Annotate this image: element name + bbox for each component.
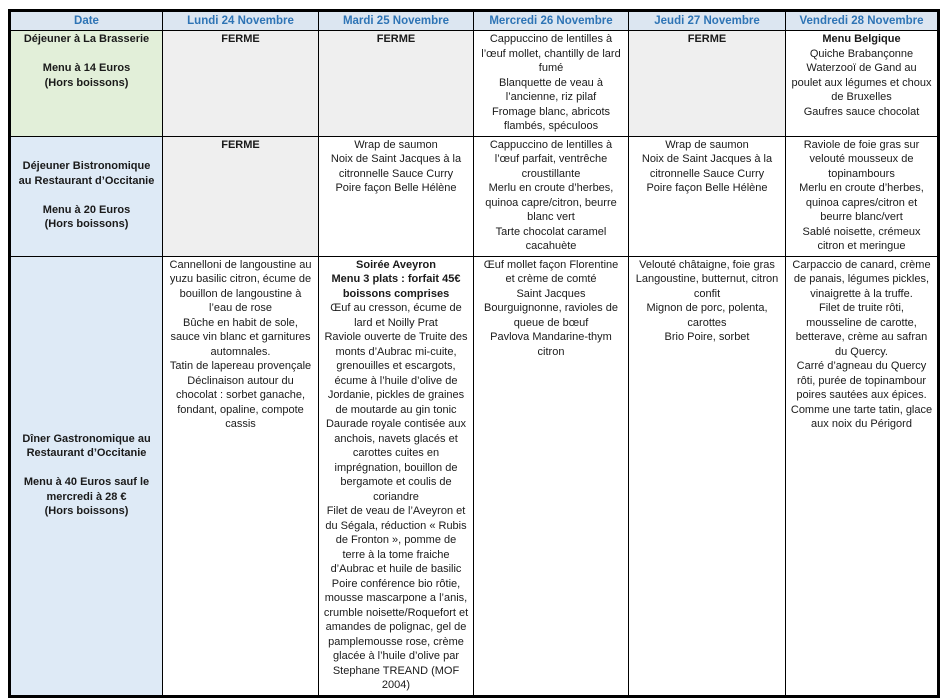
row-label-bistronomic-lunch: Déjeuner Bistronomique au Restaurant d’Occitanie Menu à 20 Euros (Hors boissons) (10, 136, 163, 256)
header-cell-date: Date (10, 11, 163, 31)
header-cell-tuesday: Mardi 25 Novembre (319, 11, 474, 31)
row-label-gastronomic-dinner: Dîner Gastronomique au Restaurant d’Occitanie Menu à 40 Euros sauf le mercredi à 28 € (Hors boissons) (10, 256, 163, 696)
header-cell-friday: Vendredi 28 Novembre (786, 11, 939, 31)
row-label-brasserie-lunch: Déjeuner à La Brasserie Menu à 14 Euros (Hors boissons) (10, 31, 163, 137)
menu-cell-tuesday: FERME (319, 31, 474, 137)
menu-cell-friday: Carpaccio de canard, crème de panais, légumes pickles, vinaigrette à la truffe. Filet de truite rôti, mousseline de carotte, betterave, crème au safran du Quercy. Carré d’agneau du Quercy rôti, purée de topinambour poires sautées aux épices. Comme une tarte tatin, glace aux noix du Périgord (786, 256, 939, 696)
header-row (10, 11, 939, 31)
menu-cell-thursday: FERME (629, 31, 786, 137)
menu-cell-tuesday: Soirée Aveyron Menu 3 plats : forfait 45€ boissons comprises Œuf au cresson, écume de lard et Noilly Prat Raviole ouverte de Truite des monts d’Aubrac mi-cuite, grenouilles et escargots, écume à l’huile d’olive de Jordanie, pickles de graines de moutarde au gin tonic Daurade royale contisée aux anchois, navets glacés et carottes cuites en imprégnation, bouillon de bergamote et coulis de coriandre Filet de veau de l’Aveyron et du Ségala, réduction « Rubis de Fronton », pomme de terre à la tome fraiche d’Aubrac et huile de basilic Poire conférence bio rôtie, mousse mascarpone a l’anis, crumble noisette/Roquefort et amandes de polignac, gel de pamplemousse rose, crème glacée à l’huile d’olive par Stephane TREAND (MOF 2004) (319, 256, 474, 696)
menu-cell-monday: FERME (163, 31, 319, 137)
menu-cell-monday: FERME (163, 136, 319, 256)
menu-cell-tuesday: Wrap de saumon Noix de Saint Jacques à la citronnelle Sauce Curry Poire façon Belle Hélène (319, 136, 474, 256)
menu-cell-friday: Raviole de foie gras sur velouté mousseux de topinambours Merlu en croute d’herbes, quinoa capres/citron et beurre blanc/vert Sablé noisette, crémeux citron et meringue (786, 136, 939, 256)
menu-cell-thursday: Wrap de saumon Noix de Saint Jacques à la citronnelle Sauce Curry Poire façon Belle Hélène (629, 136, 786, 256)
menu-cell-friday: Menu Belgique Quiche Brabançonne Waterzooï de Gand au poulet aux légumes et choux de Bruxelles Gaufres sauce chocolat (786, 31, 939, 137)
header-cell-thursday: Jeudi 27 Novembre (629, 11, 786, 31)
header-cell-monday: Lundi 24 Novembre (163, 11, 319, 31)
row-brasserie-lunch (10, 31, 939, 137)
header-cell-wednesday: Mercredi 26 Novembre (474, 11, 629, 31)
menu-cell-wednesday: Cappuccino de lentilles à l’œuf mollet, chantilly de lard fumé Blanquette de veau à l’ancienne, riz pilaf Fromage blanc, abricots flambés, spéculoos (474, 31, 629, 137)
menu-cell-monday: Cannelloni de langoustine au yuzu basilic citron, écume de bouillon de langoustine à l’eau de rose Bûche en habit de sole, sauce vin blanc et garnitures automnales. Tatin de lapereau provençale Déclinaison autour du chocolat : sorbet ganache, fondant, opaline, compote cassis (163, 256, 319, 696)
weekly-menu-table (8, 9, 940, 698)
row-bistronomic-lunch (10, 136, 939, 256)
menu-cell-wednesday: Œuf mollet façon Florentine et crème de comté Saint Jacques Bourguignonne, ravioles de queue de bœuf Pavlova Mandarine-thym citron (474, 256, 629, 696)
menu-cell-wednesday: Cappuccino de lentilles à l’œuf parfait, ventrêche croustillante Merlu en croute d’herbes, quinoa capre/citron, beurre blanc vert Tarte chocolat caramel cacahuète (474, 136, 629, 256)
row-gastronomic-dinner (10, 256, 939, 696)
menu-cell-thursday: Velouté châtaigne, foie gras Langoustine, butternut, citron confit Mignon de porc, polenta, carottes Brio Poire, sorbet (629, 256, 786, 696)
